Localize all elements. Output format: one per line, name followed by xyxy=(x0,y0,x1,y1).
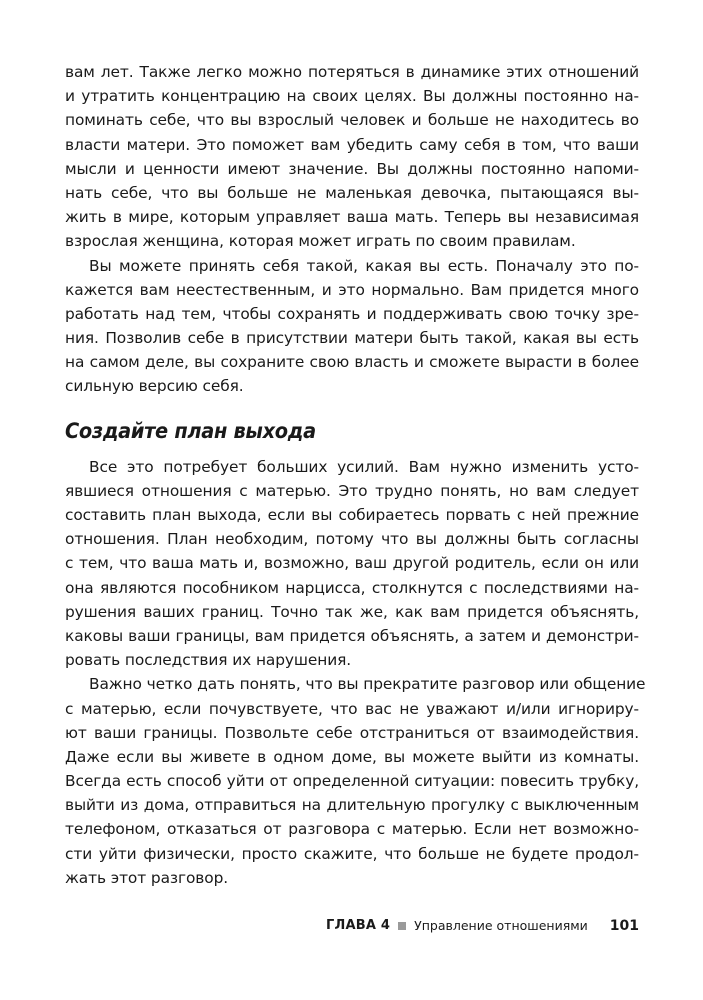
text-line: нать себе, что вы больше не маленькая девочка, пытающаяся вы- xyxy=(65,183,639,202)
text-line: взрослая женщина, которая может играть по своим правилам. xyxy=(65,232,576,251)
text-line: Даже если вы живете в одном доме, вы можете выйти из комнаты. xyxy=(65,747,639,766)
text-line: сти уйти физически, просто скажите, что больше не будете продол- xyxy=(65,844,639,863)
page-number: 101 xyxy=(609,918,639,934)
text-line: явшиеся отношения с матерью. Это трудно понять, но вам следует xyxy=(65,481,639,500)
chapter-label: ГЛАВА 4 xyxy=(326,918,391,933)
paragraph xyxy=(65,672,646,890)
text-line: выйти из дома, отправиться на длительную прогулку с выключенным xyxy=(65,796,639,815)
text-line: жить в мире, которым управляет ваша мать. Теперь вы независимая xyxy=(65,208,639,227)
text-line: каковы ваши границы, вам придется объяснять, а затем и демонстри- xyxy=(65,626,639,645)
text-line: власти матери. Это поможет вам убедить саму себя в том, что ваши xyxy=(65,135,639,154)
text-line: Все это потребует больших усилий. Вам нужно изменить усто- xyxy=(89,457,639,476)
text-line: ровать последствия их нарушения. xyxy=(65,651,352,670)
text-line: жать этот разговор. xyxy=(65,868,229,887)
text-line: Всегда есть способ уйти от определенной ситуации: повесить трубку, xyxy=(65,772,639,791)
text-line: сильную версию себя. xyxy=(65,377,244,396)
text-line: ют ваши границы. Позвольте себе отстраниться от взаимодействия. xyxy=(65,723,639,742)
text-line: рушения ваших границ. Точно так же, как вам придется объяснять, xyxy=(65,602,639,621)
section-heading: Создайте план выхода xyxy=(65,418,316,444)
paragraph xyxy=(65,455,639,673)
text-line: вам лет. Также легко можно потеряться в динамике этих отношений xyxy=(65,63,639,81)
text-line: с тем, что ваша мать и, возможно, ваш другой родитель, если он или xyxy=(65,554,639,573)
text-line: работать над тем, чтобы сохранять и поддерживать свою точку зре- xyxy=(65,304,639,323)
text-line: отношения. План необходим, потому что вы должны быть согласны xyxy=(65,530,639,549)
text-line: на самом деле, вы сохраните свою власть и сможете вырасти в более xyxy=(65,353,639,372)
text-line: кажется вам неестественным, и это нормально. Вам придется много xyxy=(65,280,639,299)
text-line: ния. Позволив себе в присутствии матери быть такой, какая вы есть xyxy=(65,329,639,348)
paragraph xyxy=(65,254,639,399)
text-line: составить план выхода, если вы собираетесь порвать с ней прежние xyxy=(65,506,639,524)
running-footer xyxy=(326,917,639,935)
paragraph xyxy=(65,60,639,254)
page-body xyxy=(65,60,646,890)
square-separator-icon xyxy=(398,922,406,930)
text-line: она являются пособником нарцисса, столкнутся с последствиями на- xyxy=(65,578,639,597)
text-line: с матерью, если почувствуете, что вас не уважают и/или игнориру- xyxy=(65,699,639,718)
section-title: Управление отношениями xyxy=(414,918,588,933)
text-line: Вы можете принять себя такой, какая вы есть. Поначалу это по- xyxy=(89,256,639,275)
text-line: телефоном, отказаться от разговора с матерью. Если нет возможно- xyxy=(65,820,639,839)
text-line: мысли и ценности имеют значение. Вы должны постоянно напоми- xyxy=(65,159,639,178)
text-line: и утратить концентрацию на своих целях. Вы должны постоянно на- xyxy=(65,87,639,106)
text-line: Важно четко дать понять, что вы прекратите разговор или общение xyxy=(89,675,646,694)
text-line: поминать себе, что вы взрослый человек и больше не находитесь во xyxy=(65,111,639,130)
